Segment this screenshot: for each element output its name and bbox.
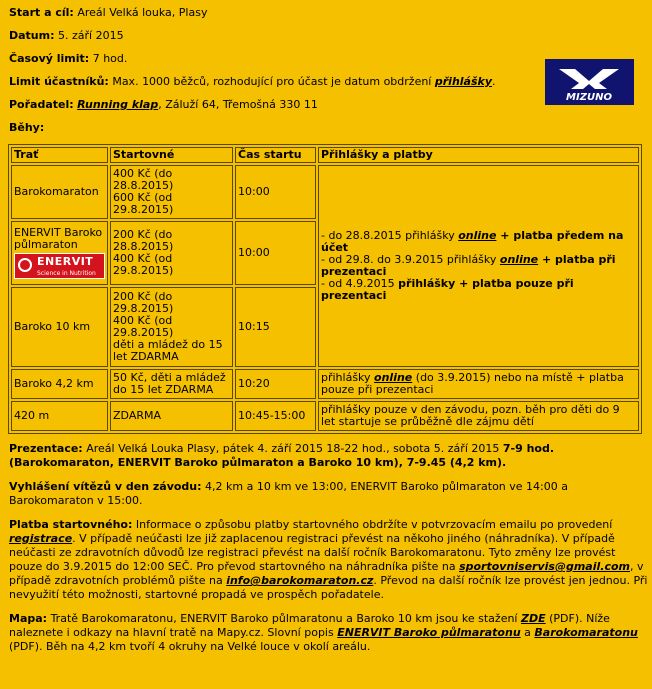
race-time: 10:15 (235, 287, 316, 367)
content (9, 6, 649, 664)
race-fee: ZDARMA (110, 401, 233, 431)
table-row (11, 369, 639, 399)
enervit-logo: ENERVIT Science in Nutrition (14, 253, 105, 279)
registration-info: přihlášky online (do 3.9.2015) nebo na místě + platba pouze při prezentaci (318, 369, 639, 399)
race-time: 10:00 (235, 165, 316, 219)
race-name: Baroko 10 km (11, 287, 108, 367)
awards-paragraph: Vyhlášení vítězů v den závodu: 4,2 km a 10 km ve 13:00, ENERVIT Baroko půlmaraton ve 14:00 a Barokomaraton v 15:00. (9, 480, 568, 507)
race-name: ENERVIT Baroko půlmaraton ENERVIT Science in Nutrition (11, 221, 108, 285)
registration-link[interactable]: registrace (9, 532, 73, 545)
table-row (11, 165, 639, 219)
logo-text: MIZUNO (566, 92, 612, 103)
header-registration: Přihlášky a platby (318, 147, 639, 163)
date-line: Datum: 5. září 2015 (9, 29, 124, 42)
registration-line: - do 28.8.2015 přihlášky online + platba předem na účet (321, 229, 624, 254)
race-time: 10:00 (235, 221, 316, 285)
info-email-link[interactable]: info@barokomaraton.cz (226, 574, 374, 587)
races-heading: Běhy: (9, 121, 45, 134)
registration-line: - od 29.8. do 3.9.2015 přihlášky online + platba při prezentaci (321, 253, 616, 278)
table-row (11, 401, 639, 431)
organizer-link[interactable]: Running klap (77, 98, 159, 111)
race-fee: 400 Kč (do 28.8.2015) 600 Kč (od 29.8.2015) (110, 165, 233, 219)
race-fee: 50 Kč, děti a mládež do 15 let ZDARMA (110, 369, 233, 399)
participants-line: Limit účastníků: Max. 1000 běžců, rozhodující pro účast je datum obdržení přihlášky. (9, 75, 496, 88)
payment-paragraph: Platba startovného: Informace o způsobu platby startovného obdržíte v potvrzovacím emailu po provedení registrace. V případě neúčasti lze již zaplacenou registraci převést na někoho jiného (náhradníka). V případě neúčasti ze zdravotních důvodů lze registraci převést na další ročník Barokomaratonu. Tyto změny lze provést pouze do 3.9.2015 do 12:00 SEČ. Pro převod startovného na náhradníka pište na sportovniservis@gmail.com, v případě zdravotních problémů pište na info@barokomaraton.cz. Převod na další ročník lze provést jen jednou. Při nevyužití této možnosti, startovné propadá ve prospěch pořadatele. (9, 518, 648, 601)
registration-line: - od 4.9.2015 přihlášky + platba pouze při prezentaci (321, 277, 574, 302)
online-link[interactable]: online (374, 371, 413, 384)
header-fee: Startovné (110, 147, 233, 163)
marathon-description-link[interactable]: Barokomaratonu (534, 626, 638, 639)
race-time: 10:20 (235, 369, 316, 399)
registration-info: přihlášky pouze v den závodu, pozn. běh pro děti do 9 let startuje se průběžně dle zájmu dětí (318, 401, 639, 431)
map-paragraph: Mapa: Tratě Barokomaratonu, ENERVIT Baroko půlmaratonu a Baroko 10 km jsou ke stažení ZDE (PDF). Níže naleznete i odkazy na hlavní tratě na Mapy.cz. Slovní popis ENERVIT Baroko půlmaratonu a Barokomaratonu (PDF). Běh na 4,2 km tvoří 4 okruhy na Velké louce v okolí areálu. (9, 612, 638, 653)
race-name: 420 m (11, 401, 108, 431)
registration-info (318, 165, 639, 367)
race-name: Baroko 4,2 km (11, 369, 108, 399)
enervit-mark-icon (18, 258, 32, 272)
map-download-link[interactable]: ZDE (521, 612, 546, 625)
race-fee: 200 Kč (do 29.8.2015) 400 Kč (od 29.8.2015) děti a mládež do 15 let ZDARMA (110, 287, 233, 367)
table-header-row (11, 147, 639, 163)
races-table (8, 144, 642, 434)
race-name: Barokomaraton (11, 165, 108, 219)
header-time: Čas startu (235, 147, 316, 163)
sportovniservis-email-link[interactable]: sportovniservis@gmail.com (459, 560, 630, 573)
race-time: 10:45-15:00 (235, 401, 316, 431)
online-link[interactable]: online (499, 253, 539, 266)
limit-line: Časový limit: 7 hod. (9, 52, 128, 65)
registration-link[interactable]: přihlášky (434, 75, 493, 88)
online-link[interactable]: online (458, 229, 497, 242)
start-line: Start a cíl: Areál Velká louka, Plasy (9, 6, 208, 19)
organizer-line: Pořadatel: Running klap, Záluží 64, Třemošná 330 11 (9, 98, 318, 111)
presentation-paragraph: Prezentace: Areál Velká Louka Plasy, pátek 4. září 2015 18-22 hod., sobota 5. září 2015 7-9 hod. (Barokomaraton, ENERVIT Baroko půlmaraton a Baroko 10 km), 7-9.45 (4,2 km). (9, 442, 555, 469)
header-track: Trať (11, 147, 108, 163)
halfmarathon-description-link[interactable]: ENERVIT Baroko půlmaratonu (337, 626, 521, 639)
race-fee: 200 Kč (do 28.8.2015) 400 Kč (od 29.8.2015) (110, 221, 233, 285)
